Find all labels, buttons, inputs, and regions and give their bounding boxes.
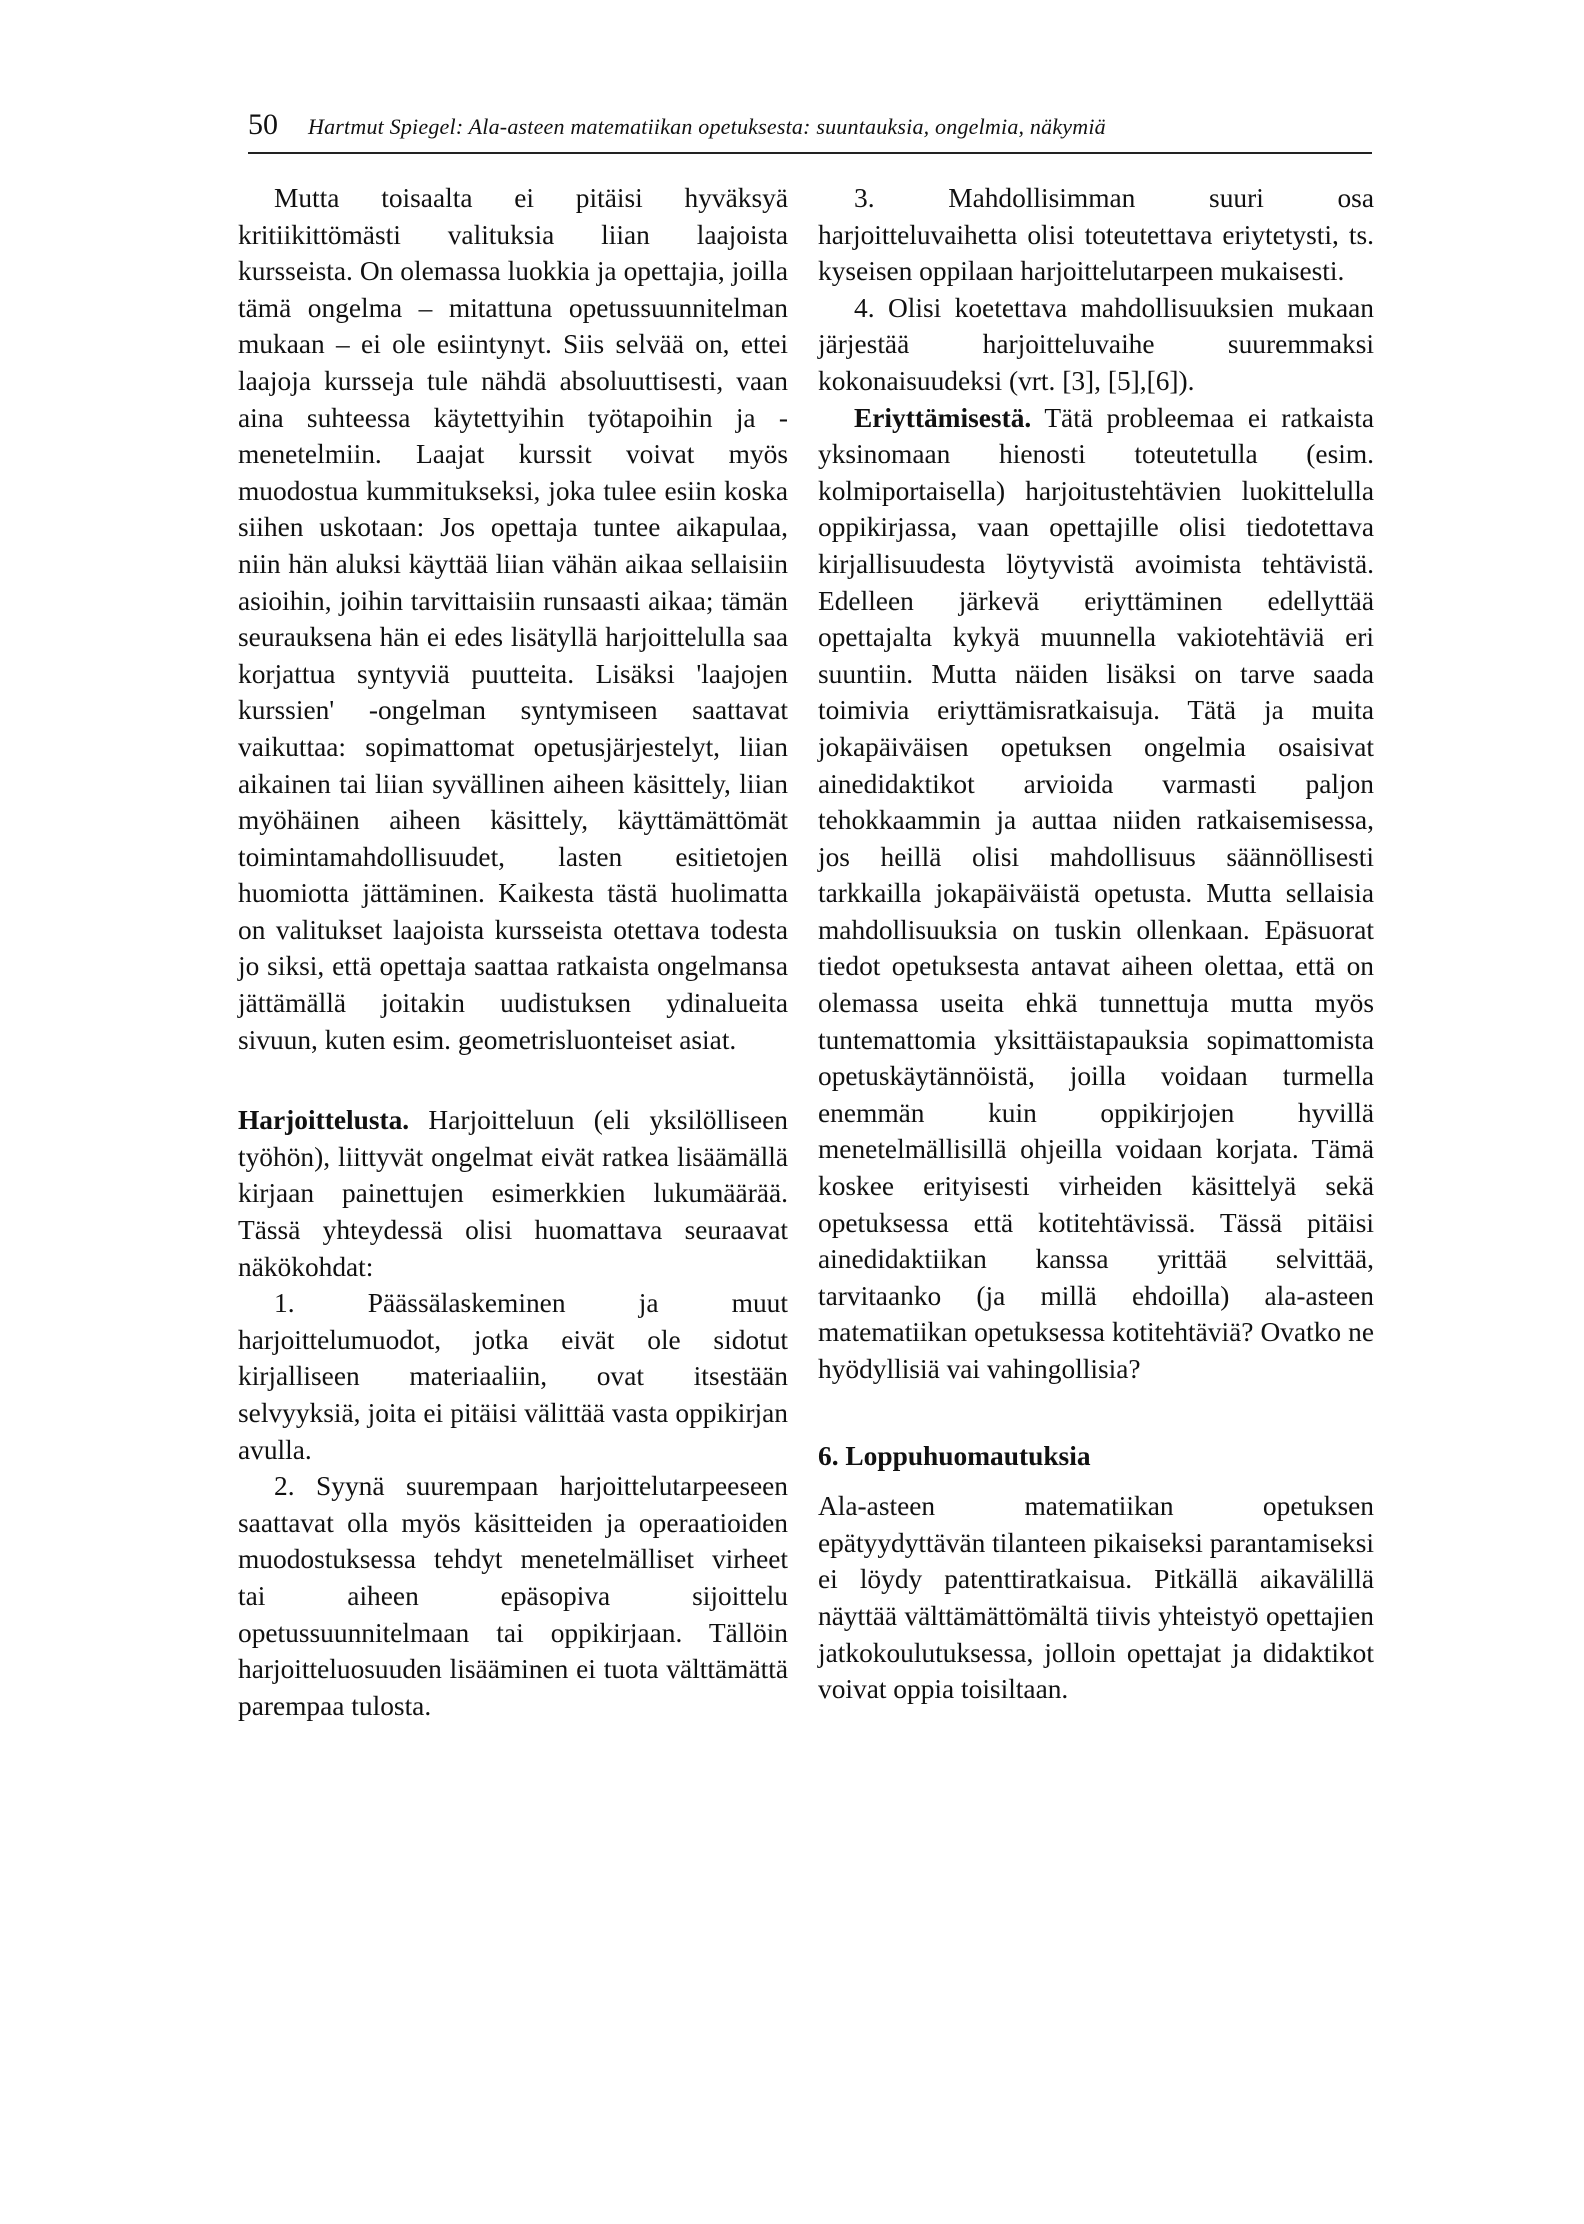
paragraph-differentiation (818, 400, 1374, 1388)
paragraph-differentiation-text: Tätä probleemaa ei ratkaista yksinomaan hienosti toteutetulla (esim. kolmiportaisella) harjoitustehtävien luokittelulla oppikirjassa, vaan opettajille olisi tiedotettava kirjallisuudesta löytyvistä avoimista tehtävistä. Edelleen järkevä eriyttäminen edellyttää opettajalta kykyä muunnella vakiotehtäviä eri suuntiin. Mutta näiden lisäksi on tarve saada toimivia eriyttämisratkaisuja. Tätä ja muita jokapäiväisen opetuksen ongelmia osaisivat ainedidaktikot arvioida varmasti paljon tehokkaammin ja auttaa niiden ratkaisemisessa, jos heillä olisi mahdollisuus säännöllisesti tarkkailla jokapäiväistä opetusta. Mutta sellaisia mahdollisuuksia on tuskin ollenkaan. Epäsuorat tiedot opetuksesta antavat aiheen olettaa, että on olemassa useita ehkä tunnettuja mutta myös tuntemattomia yksittäistapauksia sopimattomista opetuskäytännöistä, joilla voidaan turmella enemmän kuin oppikirjojen hyvillä menetelmällisillä ohjeilla voidaan korjata. Tämä koskee erityisesti virheiden käsittelyä sekä opetuksessa että kotitehtävissä. Tässä pitäisi ainedidaktiikan kanssa yrittää selvittää, tarvitaanko (ja millä ehdoilla) ala-asteen matematiikan opetuksessa kotitehtäviä? Ovatko ne hyödyllisiä vai vahingollisia? (818, 402, 1374, 1384)
list-item-3: 3. Mahdollisimman suuri osa harjoitteluvaihetta olisi toteutettava eriytetysti, ts. kyseisen oppilaan harjoittelutarpeen mukaisesti. (818, 183, 1374, 287)
list-item-4: 4. Olisi koetettava mahdollisuuksien mukaan järjestää harjoitteluvaihe suuremmaksi kokonaisuudeksi (vrt. [3], [5],[6]). (818, 292, 1374, 396)
left-column (238, 180, 788, 1724)
running-title: Hartmut Spiegel: Ala-asteen matematiikan opetuksesta: suuntauksia, ongelmia, näkymiä (308, 114, 1106, 139)
section-heading-6: 6. Loppuhuomautuksia (818, 1440, 1091, 1471)
paragraph-practice-text: Harjoitteluun (eli yksilölliseen työhön), liittyvät ongelmat eivät ratkea lisäämällä kirjaan painettujen esimerkkien lukumäärää. Tässä yhteydessä olisi huomattava seuraavat näkökohdat: (238, 1105, 788, 1282)
paragraph-conclusion: Ala-asteen matematiikan opetuksen epätyydyttävän tilanteen pikaiseksi parantamiseksi ei löydy patenttiratkaisua. Pitkällä aikavälillä näyttää välttämättömältä tiivis yhteistyö opettajien jatkokoulutuksessa, jolloin opettajat ja didaktikot voivat oppia toisiltaan. (818, 1491, 1375, 1705)
right-column (818, 180, 1374, 1708)
runin-heading-practice: Harjoittelusta. (238, 1105, 410, 1136)
list-item-1: 1. Päässälaskeminen ja muut harjoittelumuodot, jotka eivät ole sidotut kirjalliseen materiaaliin, ovat itsestään selvyyksiä, joita ei pitäisi välittää vasta oppikirjan avulla. (238, 1288, 788, 1465)
paragraph-practice (238, 1102, 788, 1285)
running-header (248, 108, 1372, 154)
list-item-2: 2. Syynä suurempaan harjoittelutarpeeseen saattavat olla myös käsitteiden ja operaatioiden muodostuksessa tehdyt menetelmälliset virheet tai aiheen epäsopiva sijoittelu opetussuunnitelmaan tai oppikirjaan. Tällöin harjoitteluosuuden lisääminen ei tuota välttämättä parempaa tulosta. (238, 1471, 788, 1721)
runin-heading-differentiation: Eriyttämisestä. (854, 402, 1032, 433)
page-number: 50 (248, 108, 278, 141)
paragraph-course-scope: Mutta toisaalta ei pitäisi hyväksyä kritiikittömästi valituksia liian laajoista kursseista. On olemassa luokkia ja opettajia, joilla tämä ongelma – mitattuna opetussuunnitelman mukaan – ei ole esiintynyt. Siis selvää on, ettei laajoja kursseja tule nähdä absoluuttisesti, vaan aina suhteessa käytettyihin työtapoihin ja -menetelmiin. Laajat kurssit voivat myös muodostua kummitukseksi, joka tulee esiin koska siihen uskotaan: Jos opettaja tuntee aikapulaa, niin hän aluksi käyttää liian vähän aikaa sellaisiin asioihin, joihin tarvittaisiin runsaasti aikaa; tämän seurauksena hän ei edes lisätyllä harjoittelulla saa korjattua syntyviä puutteita. Lisäksi 'laajojen kurssien' -ongelman syntymiseen saattavat vaikuttaa: sopimattomat opetusjärjestelyt, liian aikainen tai liian syvällinen aiheen käsittely, liian myöhäinen aiheen käsittely, käyttämättömät toimintamahdollisuudet, lasten esitietojen huomiotta jättäminen. Kaikesta tästä huolimatta on valitukset laajoista kursseista otettava todesta jo siksi, että opettaja saattaa ratkaista ongelmansa jättämällä joitakin uudistuksen ydinalueita sivuun, kuten esim. geometrisluonteiset asiat. (238, 183, 788, 1055)
